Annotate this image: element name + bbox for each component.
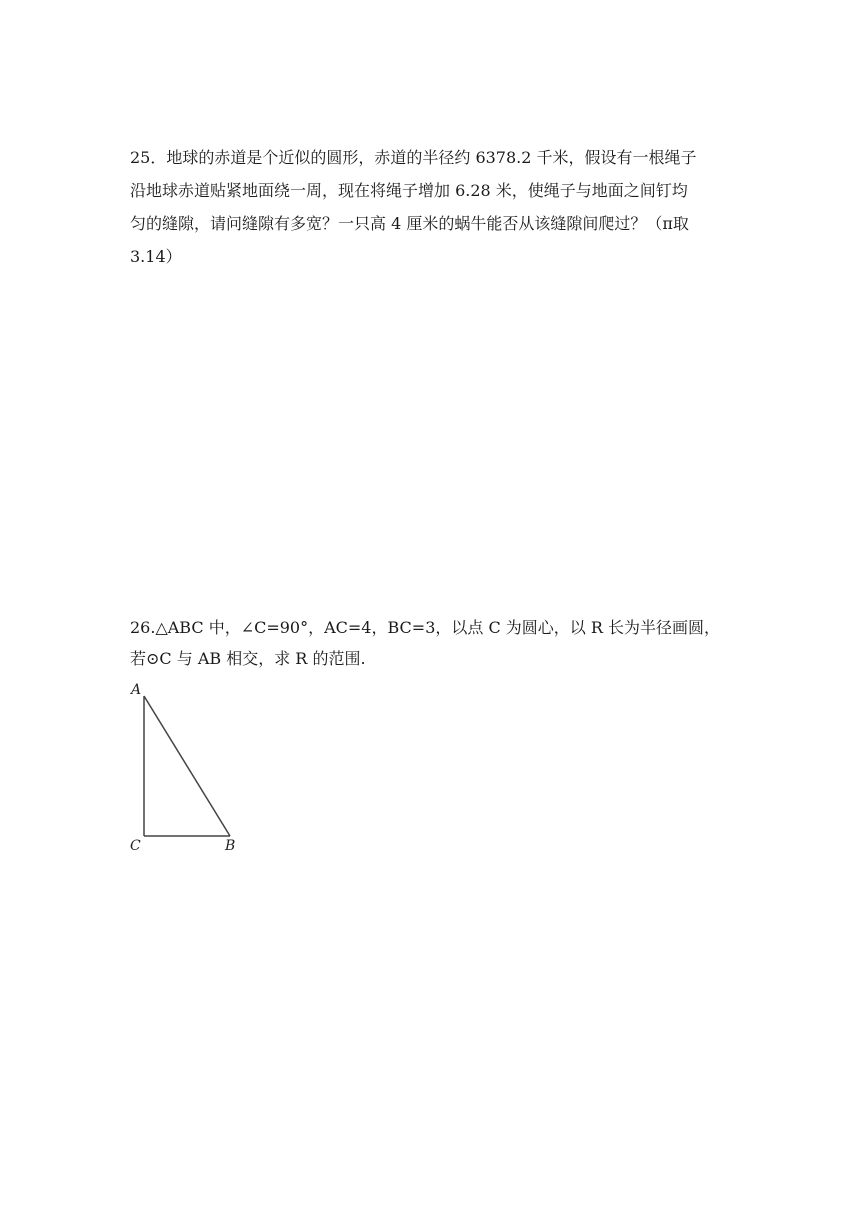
problem-25 bbox=[130, 141, 735, 273]
side-ab bbox=[144, 696, 230, 836]
problem-25-line-2: 沿地球赤道贴紧地面绕一周，现在将绳子增加 6.28 米，使绳子与地面之间钉均 bbox=[130, 181, 688, 200]
problem-26 bbox=[130, 612, 735, 674]
problem-26-line-2: 若⊙C 与 AB 相交，求 R 的范围. bbox=[130, 649, 366, 668]
problem-25-line-1: 25．地球的赤道是个近似的圆形，赤道的半径约 6378.2 千米，假设有一根绳子 bbox=[130, 148, 697, 167]
triangle-figure bbox=[120, 672, 270, 862]
triangle-diagram bbox=[120, 672, 270, 862]
problem-26-line-1: 26.△ABC 中，∠C=90°，AC=4，BC=3，以点 C 为圆心，以 R 长为半径画圆， bbox=[130, 618, 721, 637]
problem-25-line-4: 3.14） bbox=[130, 247, 182, 266]
vertex-label-c: C bbox=[130, 838, 141, 854]
vertex-label-b: B bbox=[225, 838, 236, 854]
vertex-label-a: A bbox=[131, 682, 142, 698]
problem-25-line-3: 匀的缝隙，请问缝隙有多宽？一只高 4 厘米的蜗牛能否从该缝隙间爬过？（π取 bbox=[130, 214, 689, 233]
